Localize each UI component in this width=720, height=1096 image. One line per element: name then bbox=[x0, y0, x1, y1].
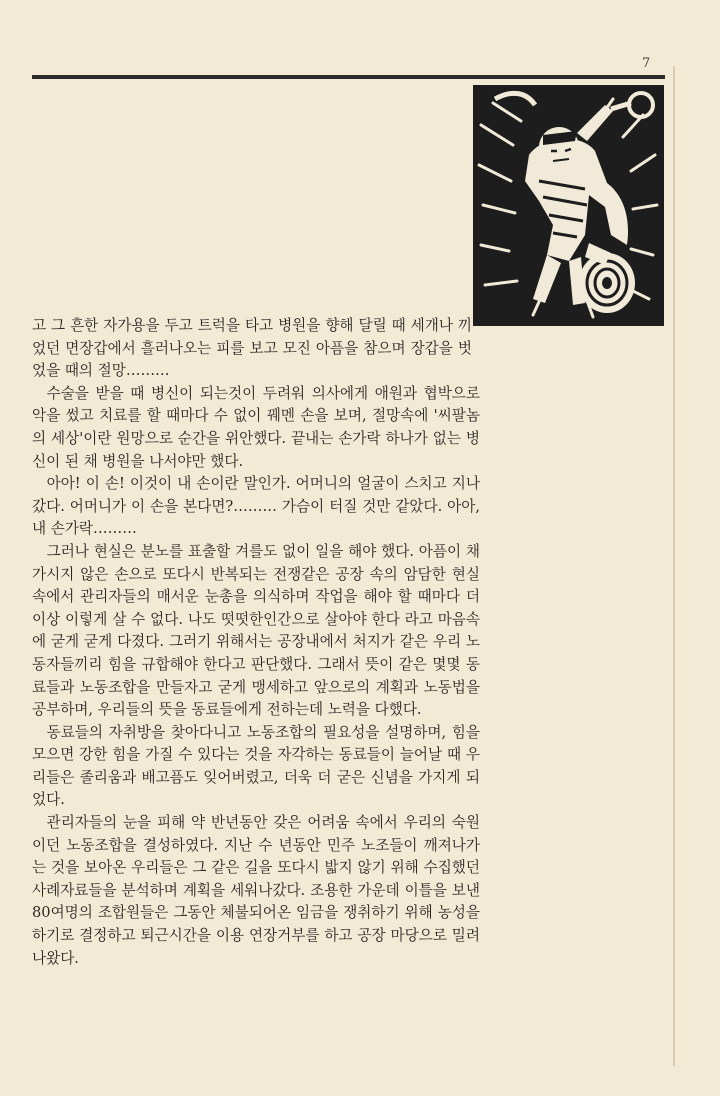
paragraph: 관리자들의 눈을 피해 약 반년동안 갖은 어려움 속에서 우리의 숙원이던 노동조합을 결성하였다. 지난 수 년동안 민주 노조들이 깨져나가는 것을 보아온 우리들은 그 같은 길을 또다시 밟지 않기 위해 수집했던 사례자료들을 분석하며 계획을 세워나갔다. 조용한 가운데 이틀을 보낸 80여명의 조합원들은 그동안 체불되어온 임금을 쟁취하기 위해 농성을 하기로 결정하고 퇴근시간을 이용 연장거부를 하고 공장 마당으로 밀려나왔다. bbox=[32, 814, 480, 967]
paragraph: 아아! 이 손! 이것이 내 손이란 말인가. 어머니의 얼굴이 스치고 지나갔다. 어머니가 이 손을 본다면?……… 가슴이 터질 것만 같았다. 아아, 내 손가락……… bbox=[32, 475, 480, 538]
paragraph: 그러나 현실은 분노를 표출할 겨를도 없이 일을 해야 했다. 아픔이 채 가시지 않은 손으로 또다시 반복되는 전쟁같은 공장 속의 암담한 현실속에서 관리자들의 매서운 눈총을 의식하며 작업을 해야 할 때마다 더 이상 이렇게 살 수 없다. 나도 떳떳한인간으로 살아야 한다 라고 마음속에 굳게 굳게 다졌다. 그러기 위해서는 공장내에서 처지가 같은 우리 노동자들끼리 힘을 규합해야 한다고 판단했다. 그래서 뜻이 같은 몇몇 동료들과 노동조합을 만들자고 굳게 맹세하고 앞으로의 계획과 노동법을 공부하며, 우리들의 뜻을 동료들에게 전하는데 노력을 다했다. bbox=[32, 542, 480, 719]
woodcut-worker-illustration-icon bbox=[473, 85, 664, 326]
paragraph: 고 그 흔한 자가용을 두고 트럭을 타고 병원을 향해 달릴 때 세개나 끼었던 면장갑에서 흘러나오는 피를 보고 모진 아픔을 참으며 장갑을 벗었을 때의 절망……… bbox=[32, 317, 472, 380]
header-rule bbox=[32, 75, 665, 79]
paragraph: 수술을 받을 때 병신이 되는것이 두려워 의사에게 애원과 협박으로 악을 썼고 치료를 할 때마다 수 없이 꿰멘 손을 보며, 절망속에 '씨팔놈의 세상'이란 원망으로 순간을 위안했다. 끝내는 손가락 하나가 없는 병신이 된 채 병원을 나서야만 했다. bbox=[32, 384, 480, 470]
body-text bbox=[32, 315, 480, 970]
spine-mark bbox=[673, 66, 675, 1066]
paragraph: 동료들의 자취방을 찾아다니고 노동조합의 필요성을 설명하며, 힘을 모으면 강한 힘을 가질 수 있다는 것을 자각하는 동료들이 늘어날 때 우리들은 졸리움과 배고픔도 잊어버렸고, 더욱 더 굳은 신념을 가지게 되었다. bbox=[32, 723, 480, 809]
page-number: 7 bbox=[642, 56, 651, 71]
